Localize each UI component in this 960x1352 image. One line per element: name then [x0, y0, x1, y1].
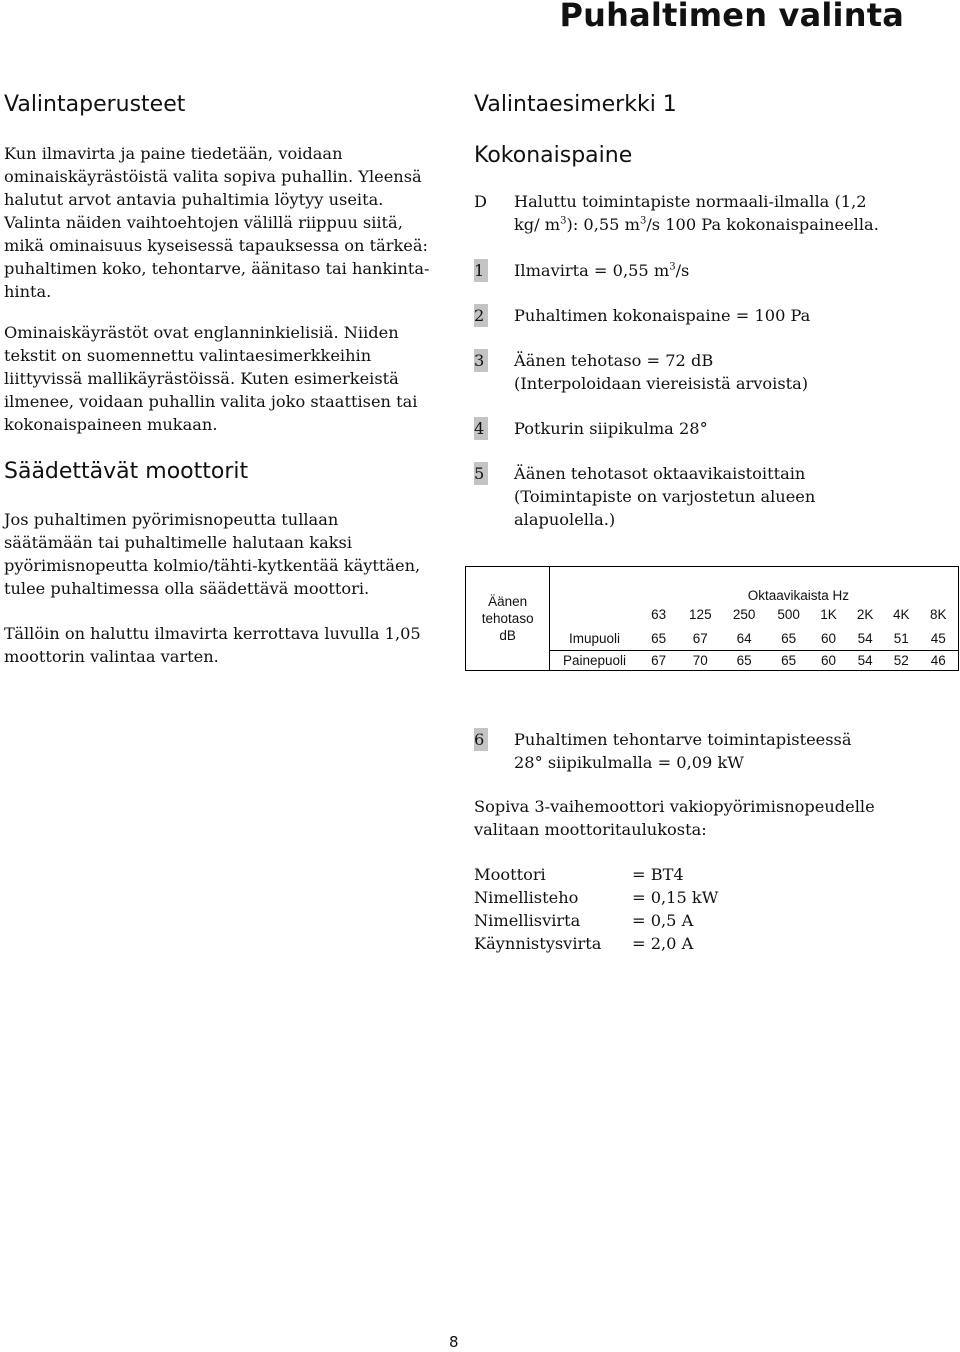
item-number: 3	[474, 349, 488, 372]
row-label: Imupuoli	[550, 627, 639, 651]
item-number: 6	[474, 728, 488, 751]
item-number: D	[474, 192, 487, 211]
item-number: 1	[474, 259, 488, 282]
paragraph-curves: Ominaiskäyrästöt ovat englanninkielisiä. Niiden tekstit on suomennettu valintaesimerkkeihin liittyvissä mallikäyrästöissä. Kuten esimerkeistä ilmenee, voidaan puhallin valita joko staattisen tai kokonaispaineen mukaan.	[4, 323, 418, 434]
item-number: 4	[474, 417, 488, 440]
row-label: Painepuoli	[550, 651, 639, 671]
item-number: 2	[474, 304, 488, 327]
band-title: Oktaavikaista Hz	[747, 587, 849, 603]
page-number: 8	[449, 1333, 459, 1351]
band-header: 500	[777, 607, 800, 622]
band-header: 250	[732, 607, 756, 622]
band-header: 4K	[893, 607, 910, 622]
paragraph-factor: Tällöin on haluttu ilmavirta kerrottava luvulla 1,05 moottorin valintaa varten.	[4, 624, 421, 666]
sound-level-table	[465, 566, 959, 671]
motor-intro: Sopiva 3-vaihemoottori vakiopyörimisnopeudelle valitaan moottoritaulukosta:	[474, 797, 875, 839]
heading-valintaperusteet: Valintaperusteet	[4, 92, 186, 117]
table-row: Imupuoli 65 67 64 65 60 54 51 45	[466, 627, 959, 651]
page-title: Puhaltimen valinta	[559, 0, 904, 34]
row-header: Äänen tehotaso dB	[466, 567, 550, 671]
band-header: 125	[689, 607, 712, 622]
paragraph-intro: Kun ilmavirta ja paine tiedetään, voidaan ominaiskäyrästöistä valita sopiva puhallin. Yleensä halutut arvot antavia puhaltimia löytyy useita. Valinta näiden vaihtoehtojen välillä riippuu siitä, mikä ominaisuus kyseisessä tapauksessa on tärkeä: puhaltimen koko, tehontarve, äänitaso tai hankinta- hinta.	[4, 144, 430, 301]
heading-kokonaispaine: Kokonaispaine	[474, 143, 633, 168]
band-header: 1K	[820, 607, 837, 622]
band-header: 63	[651, 607, 667, 622]
heading-saadettavat-moottorit: Säädettävät moottorit	[4, 459, 249, 484]
band-header: 2K	[856, 607, 874, 622]
item-number: 5	[474, 462, 488, 485]
band-header: 8K	[929, 607, 947, 622]
table-row: Painepuoli 67 70 65 65 60 54 52 46	[466, 651, 959, 671]
heading-valintaesimerkki: Valintaesimerkki 1	[474, 92, 677, 117]
paragraph-motors: Jos puhaltimen pyörimisnopeutta tullaan säätämään tai puhaltimelle halutaan kaksi pyörimisnopeutta kolmio/tähti-kytkentää käyttäen, tulee puhaltimessa olla säädettävä moottori.	[4, 510, 421, 598]
